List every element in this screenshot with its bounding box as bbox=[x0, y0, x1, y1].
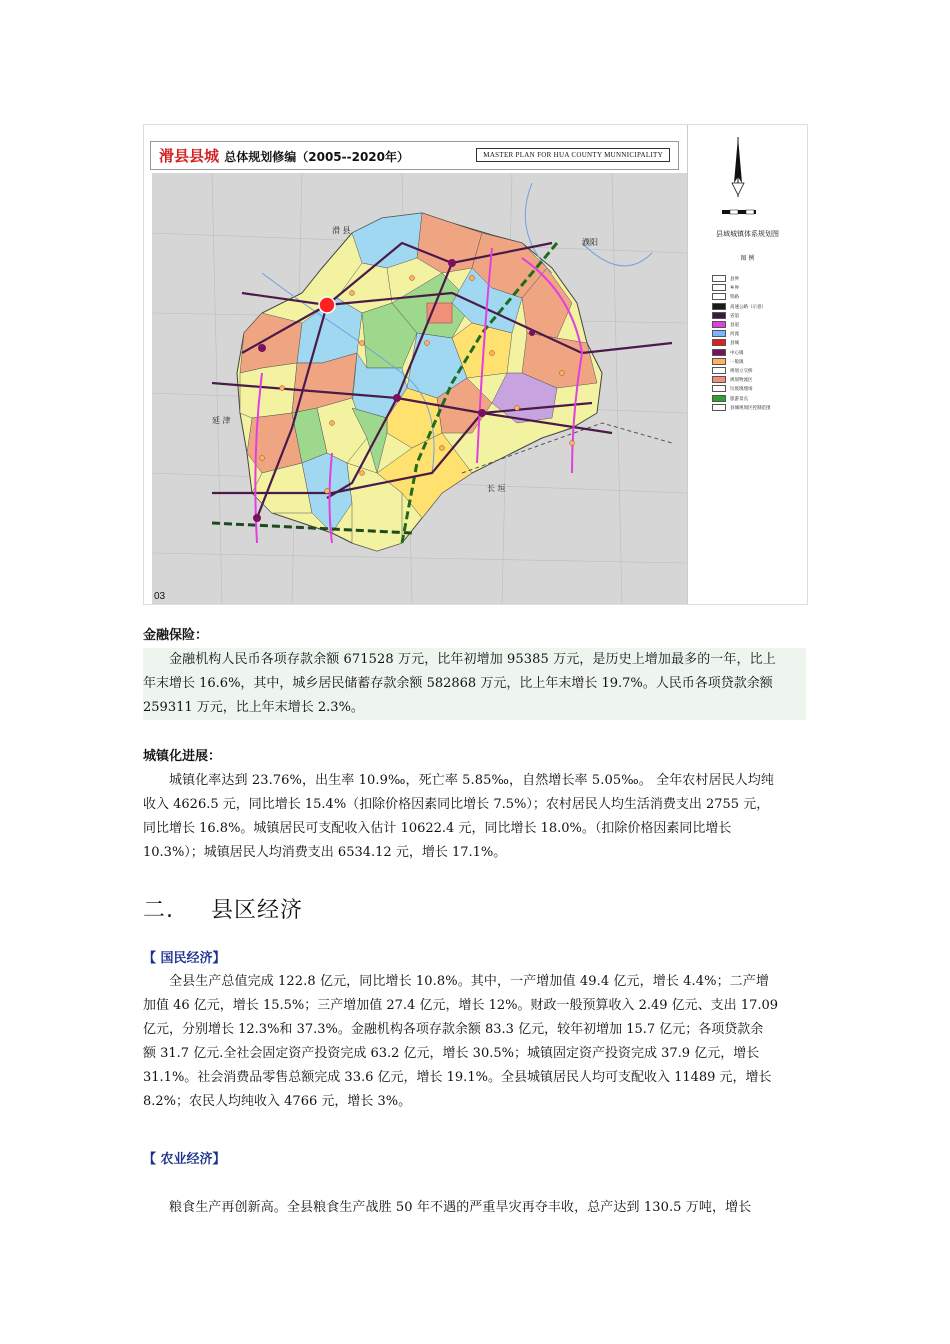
legend-swatch bbox=[712, 312, 726, 319]
legend-swatch bbox=[712, 275, 726, 282]
urbanization-line-3: 同比增长 16.8%。城镇居民可支配收入估计 10622.4 元，同比增长 18.0%。（扣除价格因素同比增长 bbox=[143, 821, 732, 836]
map-legend bbox=[688, 125, 807, 604]
finance-line-2: 年末增长 16.6%，其中，城乡居民储蓄存款余额 582868 万元，比上年末增长 19.7%。人民币各项贷款余额 bbox=[143, 676, 773, 691]
legend-item bbox=[712, 312, 739, 319]
national-line-1: 全县生产总值完成 122.8 亿元，同比增长 10.8%。其中，一产增加值 49.4 亿元，增长 4.4%；二产增 bbox=[169, 974, 769, 989]
finance-line-3: 259311 万元，比上年末增长 2.3%。 bbox=[143, 700, 364, 715]
legend-label: 乡界 bbox=[730, 286, 739, 292]
legend-item bbox=[712, 275, 739, 282]
legend-label: 规划立交桥 bbox=[730, 369, 753, 374]
urbanization-heading: 城镇化进展： bbox=[143, 749, 222, 764]
map-title-bar bbox=[150, 141, 679, 170]
legend-item bbox=[712, 284, 739, 291]
map-title-wrap bbox=[159, 145, 409, 166]
legend-item bbox=[712, 404, 771, 411]
legend-item bbox=[712, 349, 744, 356]
urbanization-paragraph bbox=[143, 769, 806, 865]
national-economy-heading: 【 国民经济】 bbox=[143, 951, 226, 966]
legend-item bbox=[712, 358, 744, 365]
chapter-heading bbox=[143, 893, 303, 924]
agriculture-paragraph bbox=[143, 1196, 806, 1220]
planning-map-figure bbox=[143, 124, 808, 605]
finance-section bbox=[143, 624, 806, 720]
legend-label: 县道 bbox=[730, 323, 739, 328]
legend-label: 垃圾填埋场 bbox=[730, 387, 753, 393]
national-line-4: 额 31.7 亿元.全社会固定资产投资完成 63.2 亿元，增长 30.5%；城镇固定资产投资完成 37.9 亿元，增长 bbox=[143, 1046, 760, 1061]
legend-item bbox=[712, 395, 748, 402]
legend-item bbox=[712, 367, 753, 374]
urbanization-line-1: 城镇化率达到 23.76%，出生率 10.9‰，死亡率 5.85‰，自然增长率 5.05‰。 全年农村居民人均纯 bbox=[169, 773, 774, 788]
legend-swatch bbox=[712, 303, 726, 310]
legend-label: 高速公路（示意） bbox=[730, 304, 766, 310]
legend-swatch bbox=[712, 395, 726, 402]
agriculture-line-1: 粮食生产再创新高。全县粮食生产战胜 50 年不遇的严重旱灾再夺丰收，总产达到 130.5 万吨，增长 bbox=[169, 1200, 752, 1215]
legend-label: 铁路 bbox=[730, 295, 739, 301]
legend-swatch bbox=[712, 321, 726, 328]
legend-item bbox=[712, 385, 753, 392]
national-line-6: 8.2%；农民人均纯收入 4766 元，增长 3%。 bbox=[143, 1094, 412, 1109]
map-label-changyuan: 长 垣 bbox=[487, 484, 506, 493]
urbanization-line-2: 收入 4626.5 元，同比增长 15.4%（扣除价格因素同比增长 7.5%）；农村居民人均生活消费支出 2755 元， bbox=[143, 797, 770, 812]
legend-item bbox=[712, 376, 753, 383]
map-panel bbox=[144, 125, 688, 604]
legend-label: 规划物流区 bbox=[730, 378, 753, 384]
legend-item bbox=[712, 339, 739, 346]
map-title-subtitle: 总体规划修编（2005--2020年） bbox=[224, 150, 410, 164]
chapter-title: 县区经济 bbox=[211, 898, 304, 923]
map-label-yanjin: 延 津 bbox=[212, 416, 231, 425]
legend-label: 中心镇 bbox=[730, 350, 744, 356]
legend-label: 县城规划区控制范围 bbox=[730, 405, 771, 411]
legend-swatch bbox=[712, 404, 726, 411]
national-economy-paragraph bbox=[143, 970, 806, 1114]
legend-swatch bbox=[712, 376, 726, 383]
legend-swatch bbox=[712, 358, 726, 365]
national-line-3: 亿元，分别增长 12.3%和 37.3%。金融机构各项存款余额 83.3 亿元，较年初增加 15.7 亿元；各项贷款余 bbox=[143, 1022, 764, 1037]
county-map-svg bbox=[152, 173, 687, 604]
legend-label: 一般镇 bbox=[730, 359, 744, 365]
legend-title: 县域城镇体系规划图 bbox=[716, 230, 779, 238]
legend-label: 县界 bbox=[730, 277, 739, 282]
map-label-huaxian: 滑 县 bbox=[332, 226, 351, 235]
legend-label: 省道 bbox=[730, 313, 739, 319]
urbanization-section bbox=[143, 745, 806, 865]
north-arrow-icon bbox=[688, 125, 807, 225]
legend-swatch bbox=[712, 349, 726, 356]
legend-swatch bbox=[712, 284, 726, 291]
chapter-number: 二. bbox=[143, 898, 174, 923]
map-title-en: MASTER PLAN FOR HUA COUNTY MUNNICIPALITY bbox=[476, 148, 670, 162]
legend-item bbox=[712, 303, 766, 310]
finance-heading: 金融保险： bbox=[143, 628, 209, 643]
map-label-puyang: 濮阳 bbox=[582, 238, 598, 247]
urbanization-line-4: 10.3%）；城镇居民人均消费支出 6534.12 元，增长 17.1%。 bbox=[143, 845, 507, 860]
legend-swatch bbox=[712, 367, 726, 374]
legend-item bbox=[712, 321, 739, 328]
legend-item bbox=[712, 293, 739, 300]
legend-swatch bbox=[712, 339, 726, 346]
legend-swatch bbox=[712, 293, 726, 300]
finance-paragraph bbox=[143, 648, 806, 720]
legend-swatch bbox=[712, 385, 726, 392]
county-map bbox=[152, 173, 687, 604]
legend-label: 县城 bbox=[730, 341, 739, 347]
legend-label: 河流 bbox=[730, 332, 739, 338]
legend-swatch bbox=[712, 330, 726, 337]
legend-label: 旅游景点 bbox=[730, 396, 748, 402]
map-title-cn: 滑县县城 bbox=[159, 147, 220, 165]
agriculture-heading: 【 农业经济】 bbox=[143, 1152, 226, 1167]
map-plate-number: 03 bbox=[154, 591, 166, 602]
finance-line-1: 金融机构人民币各项存款余额 671528 万元，比年初增加 95385 万元，是历史上增加最多的一年，比上 bbox=[169, 652, 776, 667]
legend-subtitle: 图 例 bbox=[740, 255, 755, 262]
legend-item bbox=[712, 330, 739, 337]
national-line-2: 加值 46 亿元，增长 15.5%；三产增加值 27.4 亿元，增长 12%。财政一般预算收入 2.49 亿元、支出 17.09 bbox=[143, 998, 779, 1013]
national-line-5: 31.1%。社会消费品零售总额完成 33.6 亿元，增长 19.1%。全县城镇居民人均可支配收入 11489 元，增长 bbox=[143, 1070, 772, 1085]
